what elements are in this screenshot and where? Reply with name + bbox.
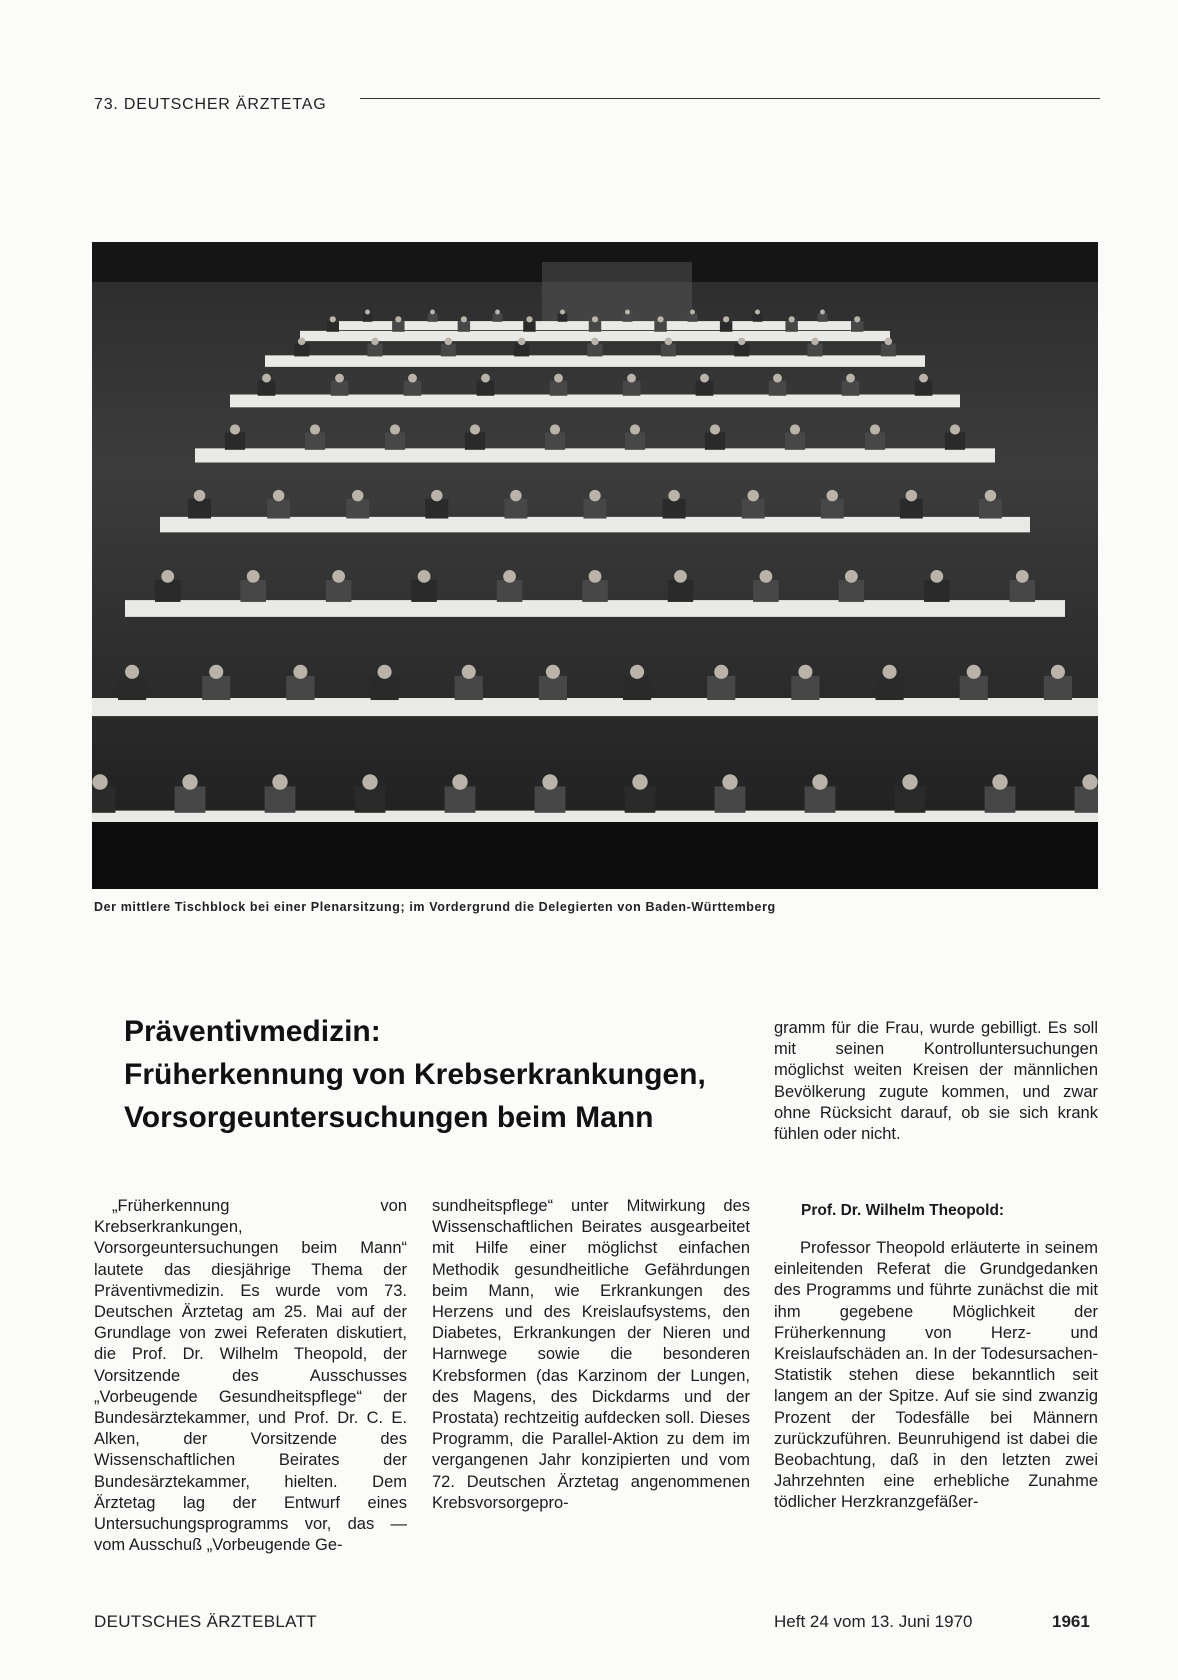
delegate-head: [298, 338, 306, 346]
delegate-head: [627, 374, 636, 383]
footer-publication: DEUTSCHES ÄRZTEBLATT: [94, 1612, 317, 1631]
delegate-head: [665, 338, 673, 346]
delegate-body: [425, 499, 448, 519]
delegate-head: [710, 424, 720, 434]
delegate-body: [985, 786, 1016, 812]
delegate-head: [230, 424, 240, 434]
delegate-body: [785, 432, 805, 449]
delegate-body: [851, 321, 863, 332]
delegate-body: [455, 676, 483, 700]
delegate-head: [262, 374, 271, 383]
delegate-body: [428, 313, 438, 321]
delegate-body: [504, 499, 527, 519]
delegate-body: [294, 344, 309, 357]
delegate-head: [554, 374, 563, 383]
delegate-body: [535, 786, 566, 812]
delegate-body: [821, 499, 844, 519]
table-row: [230, 395, 960, 408]
delegate-head: [674, 570, 687, 583]
delegate-body: [769, 381, 787, 396]
delegate-head: [747, 490, 758, 501]
delegate-body: [818, 313, 828, 321]
delegate-body: [225, 432, 245, 449]
delegate-head: [592, 316, 598, 322]
delegate-body: [742, 499, 765, 519]
delegate-head: [919, 374, 928, 383]
delegate-body: [514, 344, 529, 357]
delegate-head: [362, 774, 377, 789]
delegate-body: [805, 786, 836, 812]
page-number: 1961: [1052, 1612, 1090, 1631]
article-title: [124, 1010, 764, 1139]
delegate-head: [518, 338, 526, 346]
delegate-body: [305, 432, 325, 449]
delegate-body: [286, 676, 314, 700]
delegate-head: [560, 310, 565, 315]
delegate-head: [812, 774, 827, 789]
delegate-head: [445, 338, 453, 346]
delegate-body: [240, 580, 266, 602]
delegate-body: [895, 786, 926, 812]
delegate-body: [715, 786, 746, 812]
delegate-head: [330, 316, 336, 322]
delegate-head: [310, 424, 320, 434]
delegate-head: [418, 570, 431, 583]
delegate-body: [1044, 676, 1072, 700]
delegate-head: [755, 310, 760, 315]
delegate-body: [346, 499, 369, 519]
table-row: [125, 600, 1065, 617]
delegate-head: [247, 570, 260, 583]
foreground-floor: [92, 822, 1098, 889]
table-row: [195, 448, 995, 462]
delegate-body: [807, 344, 822, 357]
delegate-body: [175, 786, 206, 812]
delegate-head: [827, 490, 838, 501]
delegate-head: [365, 310, 370, 315]
delegate-body: [582, 580, 608, 602]
delegate-body: [881, 344, 896, 357]
delegate-body: [545, 432, 565, 449]
table-row: [92, 698, 1098, 716]
delegate-head: [630, 424, 640, 434]
delegate-head: [510, 490, 521, 501]
delegate-body: [623, 676, 651, 700]
delegate-body: [625, 786, 656, 812]
delegate-body: [720, 321, 732, 332]
delegate-body: [661, 344, 676, 357]
delegate-body: [385, 432, 405, 449]
delegate-head: [395, 316, 401, 322]
delegate-head: [546, 665, 560, 679]
delegate-head: [846, 374, 855, 383]
delegate-head: [950, 424, 960, 434]
delegate-head: [906, 490, 917, 501]
delegate-body: [1009, 580, 1035, 602]
delegate-head: [811, 338, 819, 346]
delegate-body: [265, 786, 296, 812]
delegate-head: [690, 310, 695, 315]
delegate-head: [714, 665, 728, 679]
delegate-head: [1082, 774, 1097, 789]
delegate-body: [92, 786, 115, 812]
photo-caption: Der mittlere Tischblock bei einer Plenarsitzung; im Vordergrund die Delegierten von Baden-Württemberg: [94, 900, 776, 914]
delegate-body: [327, 321, 339, 332]
delegate-head: [589, 570, 602, 583]
delegate-body: [370, 676, 398, 700]
delegate-head: [352, 490, 363, 501]
delegate-head: [870, 424, 880, 434]
delegate-body: [326, 580, 352, 602]
delegate-body: [839, 580, 865, 602]
delegate-head: [503, 570, 516, 583]
delegate-head: [194, 490, 205, 501]
delegate-head: [182, 774, 197, 789]
delegate-body: [753, 580, 779, 602]
delegate-body: [960, 676, 988, 700]
delegate-head: [773, 374, 782, 383]
delegate-body: [331, 381, 349, 396]
delegate-body: [493, 313, 503, 321]
delegate-head: [1051, 665, 1065, 679]
delegate-body: [363, 313, 373, 321]
delegate-body: [188, 499, 211, 519]
delegate-body: [924, 580, 950, 602]
delegate-head: [125, 665, 139, 679]
delegate-body: [445, 786, 476, 812]
delegate-head: [589, 490, 600, 501]
delegate-head: [854, 316, 860, 322]
delegate-body: [696, 381, 714, 396]
delegate-body: [753, 313, 763, 321]
delegate-body: [705, 432, 725, 449]
delegate-body: [584, 499, 607, 519]
delegate-head: [371, 338, 379, 346]
section-heading: Prof. Dr. Wilhelm Theopold:: [801, 1202, 1005, 1219]
table-row: [160, 517, 1030, 532]
delegate-body: [267, 499, 290, 519]
delegate-head: [845, 570, 858, 583]
delegate-head: [738, 338, 746, 346]
delegate-body: [458, 321, 470, 332]
delegate-body: [587, 344, 602, 357]
delegate-body: [523, 321, 535, 332]
delegate-head: [470, 424, 480, 434]
delegate-body: [355, 786, 386, 812]
delegate-body: [477, 381, 495, 396]
header-rule: [360, 98, 1100, 99]
delegate-head: [378, 665, 392, 679]
delegate-body: [625, 432, 645, 449]
delegate-head: [930, 570, 943, 583]
delegate-body: [497, 580, 523, 602]
delegate-body: [842, 381, 860, 396]
delegate-head: [883, 665, 897, 679]
delegate-body: [539, 676, 567, 700]
delegate-head: [408, 374, 417, 383]
delegate-body: [392, 321, 404, 332]
delegate-head: [272, 774, 287, 789]
delegate-head: [452, 774, 467, 789]
delegate-head: [526, 316, 532, 322]
column-2-text: sundheitspflege“ unter Mitwirkung des Wissenschaftlichen Beirates ausgearbeitet mit Hilfe einer möglichst einfachen Methodik gesundheitliche Gefährdungen beim Mann, wie Erkrankungen des Herzens und des Kreislaufsystems, den Diabetes, Erkrankungen der Nieren und Harnwege sowie die besonderen Krebsformen (das Karzinom der Lungen, des Magens, des Dickdarms und der Prostata) rechtzeitig aufdecken soll. Dieses Programm, die Parallel-Aktion zu dem im vergangenen Jahr konzipierten und vom 72. Deutschen Ärztetag angenommenen Krebsvorsorgepro-: [432, 1197, 750, 1512]
delegate-body: [441, 344, 456, 357]
delegate-body: [900, 499, 923, 519]
delegate-body: [202, 676, 230, 700]
delegate-head: [293, 665, 307, 679]
delegate-body: [734, 344, 749, 357]
running-head: 73. DEUTSCHER ÄRZTETAG: [94, 96, 327, 113]
delegate-head: [632, 774, 647, 789]
photo-illustration: [92, 242, 1098, 889]
delegate-head: [760, 570, 773, 583]
delegate-body: [558, 313, 568, 321]
delegate-body: [791, 676, 819, 700]
delegate-body: [707, 676, 735, 700]
delegate-head: [657, 316, 663, 322]
delegate-body: [258, 381, 276, 396]
conference-photo: [92, 242, 1098, 889]
delegate-head: [1016, 570, 1029, 583]
delegate-head: [790, 424, 800, 434]
delegate-head: [625, 310, 630, 315]
delegate-body: [465, 432, 485, 449]
delegate-head: [992, 774, 1007, 789]
delegate-head: [390, 424, 400, 434]
delegate-head: [985, 490, 996, 501]
delegate-head: [668, 490, 679, 501]
delegate-head: [92, 774, 107, 789]
delegate-body: [118, 676, 146, 700]
delegate-head: [820, 310, 825, 315]
delegate-body: [688, 313, 698, 321]
delegate-head: [542, 774, 557, 789]
column-1-text: „Früherkennung von Krebserkrankungen, Vorsorgeuntersuchungen beim Mann“ lautete das diesjährige Thema der Präventivmedizin. Es wurde vom 73. Deutschen Ärztetag am 25. Mai auf der Grundlage von zwei Referaten diskutiert, die Prof. Dr. Wilhelm Theopold, der Vorsitzende des Ausschusses „Vorbeugende Gesundheitspflege“ der Bundesärztekammer, und Prof. Dr. C. E. Alken, der Vorsitzende des Wissenschaftlichen Beirates der Bundesärztekammer, hielten. Dem Ärztetag lag der Entwurf eines Untersuchungsprogramms vor, das — vom Ausschuß „Vorbeugende Ge-: [94, 1197, 407, 1555]
delegate-head: [967, 665, 981, 679]
table-row: [265, 355, 925, 367]
delegate-head: [700, 374, 709, 383]
delegate-head: [161, 570, 174, 583]
delegate-head: [550, 424, 560, 434]
delegate-body: [589, 321, 601, 332]
delegate-body: [155, 580, 181, 602]
delegate-head: [335, 374, 344, 383]
delegate-head: [902, 774, 917, 789]
delegate-head: [722, 774, 737, 789]
delegate-body: [411, 580, 437, 602]
delegate-head: [885, 338, 893, 346]
delegate-body: [404, 381, 422, 396]
delegate-body: [865, 432, 885, 449]
delegate-body: [945, 432, 965, 449]
delegate-head: [332, 570, 345, 583]
column-3-top-text: gramm für die Frau, wurde gebilligt. Es soll mit seinen Kontrolluntersuchungen möglichst weiten Kreisen der männlichen Bevölkerung zugute kommen, und zwar ohne Rücksicht darauf, ob sie sich krank fühlen oder nicht.: [774, 1019, 1098, 1144]
delegate-body: [663, 499, 686, 519]
delegate-body: [979, 499, 1002, 519]
delegate-body: [550, 381, 568, 396]
title-line-1: Präventivmedizin:: [124, 1015, 381, 1048]
delegate-body: [1075, 786, 1098, 812]
delegate-head: [461, 316, 467, 322]
delegate-head: [591, 338, 599, 346]
delegate-body: [785, 321, 797, 332]
delegate-head: [723, 316, 729, 322]
delegate-body: [623, 381, 641, 396]
delegate-body: [623, 313, 633, 321]
delegate-head: [462, 665, 476, 679]
title-line-2: Früherkennung von Krebserkrankungen,: [124, 1058, 706, 1091]
footer-issue: Heft 24 vom 13. Juni 1970: [774, 1612, 973, 1631]
delegate-head: [431, 490, 442, 501]
delegate-head: [209, 665, 223, 679]
delegate-body: [668, 580, 694, 602]
delegate-body: [367, 344, 382, 357]
delegate-head: [798, 665, 812, 679]
column-3-body-text: Professor Theopold erläuterte in seinem einleitenden Referat die Grundgedanken des Programms und führte zunächst die mit ihm gegebene Möglichkeit der Früherkennung von Herz- und Kreislaufschäden an. In der Todesursachen-Statistik stehen diese bekanntlich seit langem an der Spitze. Auf sie sind zwanzig Prozent der Todesfälle bei Männern zurückzuführen. Beunruhigend ist dabei die Beobachtung, daß in den letzten zwei Jahrzehnten eine erhebliche Zunahme tödlicher Herzkranzgefäßer-: [774, 1239, 1098, 1512]
delegate-head: [495, 310, 500, 315]
delegate-head: [430, 310, 435, 315]
delegate-head: [273, 490, 284, 501]
delegate-body: [915, 381, 933, 396]
delegate-head: [481, 374, 490, 383]
delegate-head: [630, 665, 644, 679]
delegate-body: [875, 676, 903, 700]
delegate-head: [789, 316, 795, 322]
title-line-3: Vorsorgeuntersuchungen beim Mann: [124, 1101, 654, 1134]
delegate-body: [654, 321, 666, 332]
